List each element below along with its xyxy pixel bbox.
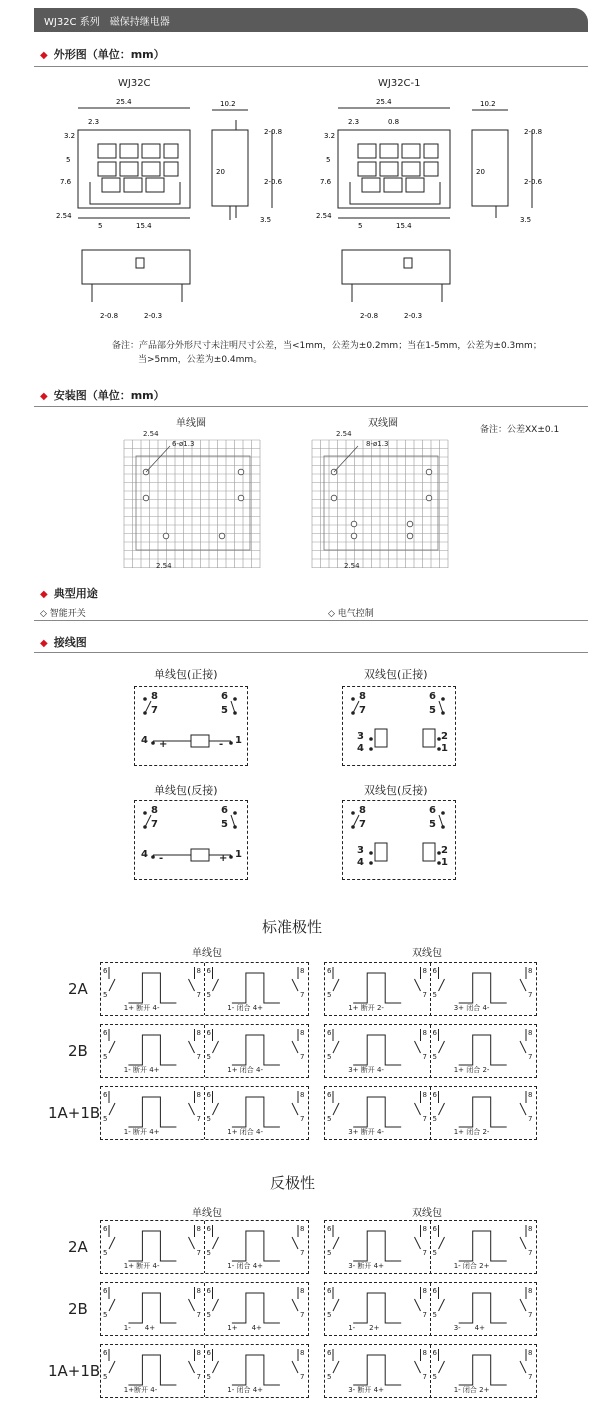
svg-text:2.3: 2.3 <box>348 118 360 126</box>
polarity-pin: 7 <box>528 1249 533 1257</box>
svg-text:2-0.6: 2-0.6 <box>264 178 283 186</box>
pcb-hole <box>407 521 413 527</box>
polarity-pin: 5 <box>103 1053 108 1061</box>
pin-label: 5 <box>429 705 436 716</box>
polarity-pin: 7 <box>528 1053 533 1061</box>
polarity-pin: 7 <box>422 1115 427 1123</box>
pin-label: 7 <box>151 819 158 830</box>
wiring-single-forward-title: 单线包(正接) <box>154 668 218 681</box>
polarity-cell-label: 3+ 断开 4- <box>348 1066 384 1074</box>
polarity-cell-label: 1+ 闭合 2- <box>453 1066 490 1074</box>
install-tolerance: 备注：公差XX±0.1 <box>480 425 560 435</box>
polarity-pin: 7 <box>196 1311 201 1319</box>
polarity-pin: 8 <box>196 1349 201 1357</box>
polarity-cell-label: 1- 闭合 2+ <box>453 1386 490 1394</box>
polarity-pin: 5 <box>206 1373 211 1381</box>
pin-label: 5 <box>429 819 436 830</box>
polarity-cell-label: 1- 闭合 2+ <box>453 1262 490 1270</box>
section-outline: ◆ 外形图（单位：mm） <box>40 48 165 61</box>
svg-text:2.54: 2.54 <box>56 212 72 220</box>
polarity-cell-group <box>324 1024 537 1078</box>
section-wiring: ◆ 接线图 <box>40 636 87 649</box>
polarity-pin: 5 <box>103 1249 108 1257</box>
polarity-pin: 7 <box>528 1311 533 1319</box>
polarity-cell-group <box>324 1220 537 1274</box>
polarity-pin: 7 <box>422 991 427 999</box>
polarity-pin: 7 <box>196 1115 201 1123</box>
standard-polarity-title: 标准极性 <box>262 918 323 936</box>
polarity-pin: 5 <box>206 1115 211 1123</box>
outline-drawing-left <box>40 90 340 330</box>
polarity-pin: 6 <box>432 1349 437 1357</box>
pin-label: 4 <box>357 743 364 754</box>
polarity-pin: 8 <box>528 1349 533 1357</box>
polarity-cell-label: 1+ 闭合 2- <box>453 1128 490 1136</box>
polarity-pin: 6 <box>103 1225 108 1233</box>
polarity-cell-group <box>324 1282 537 1336</box>
polarity-pin: 6 <box>103 1349 108 1357</box>
pcb-hole <box>219 533 225 539</box>
polarity-pin: 8 <box>300 967 305 975</box>
pin-label: 8 <box>151 805 158 816</box>
polarity-pin: 8 <box>422 1349 427 1357</box>
polarity-row-label: 2B <box>68 1300 88 1318</box>
polarity-pin: 7 <box>422 1373 427 1381</box>
pcb-hole <box>238 469 244 475</box>
polarity-pin: 6 <box>103 1029 108 1037</box>
pcb-hole <box>163 533 169 539</box>
polarity-cell-group <box>100 1086 309 1140</box>
polarity-pin: 8 <box>300 1349 305 1357</box>
pin-label: 7 <box>359 705 366 716</box>
polarity-cell-group <box>100 962 309 1016</box>
standard-single-label: 单线包 <box>192 948 222 959</box>
polarity-pin: 8 <box>528 1091 533 1099</box>
wiring-single-reverse-title: 单线包(反接) <box>154 784 218 797</box>
polarity-pin: 6 <box>103 967 108 975</box>
svg-text:2-0.8: 2-0.8 <box>100 312 119 320</box>
polarity-pin: 6 <box>432 1287 437 1295</box>
polarity-pin: 5 <box>327 1311 332 1319</box>
svg-text:3.2: 3.2 <box>324 132 336 140</box>
polarity-pin: 8 <box>300 1029 305 1037</box>
polarity-pin: 7 <box>528 1115 533 1123</box>
polarity-cell-label: 3- 断开 4+ <box>348 1386 384 1394</box>
polarity-cell-label: 1- 闭合 4+ <box>227 1262 264 1270</box>
section-usage: ◆ 典型用途 <box>40 587 98 600</box>
pcb-hole <box>238 495 244 501</box>
polarity-pin: 7 <box>300 1373 305 1381</box>
wiring-double-reverse-title: 双线包(反接) <box>364 784 428 797</box>
svg-text:7.6: 7.6 <box>320 178 332 186</box>
polarity-pin: 6 <box>206 1225 211 1233</box>
polarity-pin: 6 <box>206 967 211 975</box>
pin-label: 2 <box>441 731 448 742</box>
polarity-pin: 5 <box>327 991 332 999</box>
polarity-pin: 7 <box>422 1311 427 1319</box>
polarity-cell-label: 3+ 闭合 4- <box>453 1004 490 1012</box>
usage-item-2: ◇ 电气控制 <box>328 609 374 619</box>
polarity-pin: 5 <box>432 1311 437 1319</box>
polarity-pin: 7 <box>300 1115 305 1123</box>
polarity-pin: 6 <box>327 1287 332 1295</box>
pin-label: 3 <box>357 845 364 856</box>
polarity-pin: 8 <box>422 1029 427 1037</box>
pin-label: 8 <box>151 691 158 702</box>
usage-item-1: ◇ 智能开关 <box>40 609 86 619</box>
polarity-pin: 8 <box>196 1029 201 1037</box>
wiring-diagram-double-reverse <box>342 800 456 880</box>
svg-text:3.5: 3.5 <box>520 216 532 224</box>
polarity-pin: 7 <box>300 1311 305 1319</box>
polarity-row-label: 2A <box>68 980 88 998</box>
svg-text:25.4: 25.4 <box>376 98 392 106</box>
pcb-hole <box>426 495 432 501</box>
polarity-pin: 8 <box>196 967 201 975</box>
polarity-pin: 6 <box>206 1287 211 1295</box>
pin-label: 8 <box>359 691 366 702</box>
polarity-pin: 5 <box>432 1115 437 1123</box>
pin-label: 1 <box>235 735 242 746</box>
svg-text:10.2: 10.2 <box>480 100 496 108</box>
pin-label: 5 <box>221 705 228 716</box>
svg-text:15.4: 15.4 <box>136 222 152 230</box>
polarity-pin: 5 <box>432 1053 437 1061</box>
polarity-pin: 8 <box>196 1091 201 1099</box>
pin-label: 7 <box>359 819 366 830</box>
polarity-pin: 8 <box>300 1225 305 1233</box>
install-grid-left <box>118 428 278 578</box>
polarity-cell-label: 3+ 断开 4- <box>348 1128 384 1136</box>
polarity-pin: 5 <box>432 991 437 999</box>
pin-label: 6 <box>221 805 228 816</box>
polarity-pin: 5 <box>103 1311 108 1319</box>
polarity-pin: 7 <box>196 991 201 999</box>
polarity-pin: 6 <box>327 1091 332 1099</box>
pin-label: 3 <box>357 731 364 742</box>
polarity-pin: 6 <box>327 1349 332 1357</box>
polarity-pin: 6 <box>206 1091 211 1099</box>
install-grid-right <box>306 428 466 578</box>
polarity-pin: 6 <box>103 1287 108 1295</box>
polarity-pin: 5 <box>327 1373 332 1381</box>
svg-text:2.54: 2.54 <box>316 212 332 220</box>
svg-text:20: 20 <box>216 168 225 176</box>
divider <box>34 66 588 67</box>
dim-width: 25.4 <box>116 98 132 106</box>
polarity-cell-label: 1+ 断开 4- <box>123 1004 160 1012</box>
divider <box>34 406 588 407</box>
polarity-pin: 8 <box>422 967 427 975</box>
polarity-pin: 6 <box>327 1029 332 1037</box>
svg-text:0.8: 0.8 <box>388 118 400 126</box>
polarity-cell-label: 1+ 闭合 4- <box>227 1128 264 1136</box>
polarity-pin: 7 <box>422 1053 427 1061</box>
reverse-single-label: 单线包 <box>192 1208 222 1219</box>
polarity-pin: 7 <box>528 1373 533 1381</box>
polarity-cell-label: 1+断开 4- <box>123 1386 158 1394</box>
polarity-pin: 7 <box>300 1249 305 1257</box>
wiring-diagram-single-forward <box>134 686 248 766</box>
wiring-diagram-double-forward <box>342 686 456 766</box>
polarity-cell-label: 1+ 4+ <box>227 1324 262 1332</box>
polarity-cell-label: 1- 2+ <box>348 1324 380 1332</box>
polarity-pin: 6 <box>206 1349 211 1357</box>
polarity-pin: 8 <box>528 1225 533 1233</box>
svg-text:2-0.8: 2-0.8 <box>264 128 283 136</box>
polarity-cell-label: 1- 断开 4+ <box>123 1066 160 1074</box>
polarity-pin: 5 <box>206 1311 211 1319</box>
svg-text:20: 20 <box>476 168 485 176</box>
pin-label: 5 <box>221 819 228 830</box>
pcb-hole <box>426 469 432 475</box>
polarity-pin: 6 <box>206 1029 211 1037</box>
svg-text:5: 5 <box>358 222 363 230</box>
polarity-cell-label: 3- 4+ <box>453 1324 486 1332</box>
svg-text:5: 5 <box>66 156 71 164</box>
pin-label: 2 <box>441 845 448 856</box>
polarity-pin: 5 <box>206 991 211 999</box>
polarity-pin: 6 <box>432 967 437 975</box>
polarity-cell-group <box>100 1024 309 1078</box>
pin-label: 1 <box>441 857 448 868</box>
polarity-cell-label: 1- 闭合 4+ <box>227 1004 264 1012</box>
pcb-hole <box>351 533 357 539</box>
polarity-pin: 7 <box>528 991 533 999</box>
pin-label: 4 <box>141 735 148 746</box>
polarity-pin: 7 <box>196 1249 201 1257</box>
polarity-pin: 8 <box>528 1029 533 1037</box>
reverse-double-label: 双线包 <box>412 1208 442 1219</box>
polarity-cell-group <box>100 1220 309 1274</box>
svg-text:3.5: 3.5 <box>260 216 272 224</box>
polarity-pin: 5 <box>327 1249 332 1257</box>
pin-label: 6 <box>429 805 436 816</box>
polarity-cell-group <box>324 1344 537 1398</box>
polarity-pin: 5 <box>327 1053 332 1061</box>
page-header <box>34 8 588 32</box>
wiring-diagram-single-reverse <box>134 800 248 880</box>
polarity-pin: 8 <box>422 1091 427 1099</box>
header-title: WJ32C 系列 磁保持继电器 <box>44 17 170 28</box>
polarity-pin: 8 <box>300 1287 305 1295</box>
polarity-pin: 5 <box>206 1249 211 1257</box>
polarity-row-label: 1A+1B <box>48 1362 101 1380</box>
svg-text:5: 5 <box>98 222 103 230</box>
polarity-pin: 6 <box>103 1091 108 1099</box>
polarity-pin: 7 <box>300 1053 305 1061</box>
polarity-pin: 8 <box>528 967 533 975</box>
polarity-pin: 7 <box>196 1053 201 1061</box>
polarity-pin: 8 <box>422 1287 427 1295</box>
polarity-pin: 6 <box>327 1225 332 1233</box>
svg-text:2-0.8: 2-0.8 <box>524 128 543 136</box>
pcb-hole <box>331 495 337 501</box>
polarity-pin: 5 <box>432 1249 437 1257</box>
pin-label: 6 <box>429 691 436 702</box>
pcb-hole <box>351 521 357 527</box>
wiring-double-forward-title: 双线包(正接) <box>364 668 428 681</box>
polarity-pin: 7 <box>196 1373 201 1381</box>
polarity-pin: 8 <box>300 1091 305 1099</box>
divider <box>34 652 588 653</box>
polarity-cell-group <box>324 1086 537 1140</box>
install-left-title: 单线圈 <box>176 418 206 429</box>
polarity-pin: 5 <box>103 1115 108 1123</box>
polarity-cell-group <box>324 962 537 1016</box>
polarity-pin: 6 <box>432 1029 437 1037</box>
svg-text:2-0.6: 2-0.6 <box>524 178 543 186</box>
divider <box>34 620 588 621</box>
polarity-pin: 6 <box>432 1091 437 1099</box>
pin-label: 6 <box>221 691 228 702</box>
pin-label: 7 <box>151 705 158 716</box>
svg-text:3.2: 3.2 <box>64 132 76 140</box>
pin-label: - <box>219 739 224 750</box>
pin-label: 8 <box>359 805 366 816</box>
pin-label: 4 <box>141 849 148 860</box>
polarity-pin: 8 <box>196 1287 201 1295</box>
polarity-row-label: 2A <box>68 1238 88 1256</box>
polarity-cell-label: 1+ 断开 4- <box>123 1262 160 1270</box>
polarity-pin: 8 <box>196 1225 201 1233</box>
polarity-cell-label: 1- 断开 4+ <box>123 1128 160 1136</box>
install-right-title: 双线圈 <box>368 418 398 429</box>
outline-left-title: WJ32C <box>118 78 151 89</box>
svg-text:2-0.8: 2-0.8 <box>360 312 379 320</box>
polarity-cell-group <box>100 1344 309 1398</box>
polarity-pin: 8 <box>528 1287 533 1295</box>
svg-text:2-0.3: 2-0.3 <box>404 312 423 320</box>
polarity-cell-label: 1- 4+ <box>123 1324 156 1332</box>
polarity-pin: 5 <box>103 991 108 999</box>
polarity-pin: 6 <box>432 1225 437 1233</box>
pin-label: - <box>159 853 164 864</box>
outline-note-2: 当>5mm，公差为±0.4mm。 <box>138 355 263 365</box>
svg-text:5: 5 <box>326 156 331 164</box>
reverse-polarity-title: 反极性 <box>270 1174 316 1192</box>
outline-note-1: 备注：产品部分外形尺寸未注明尺寸公差，当<1mm，公差为±0.2mm；当在1-5mm，公差为±0.3mm； <box>112 341 542 351</box>
polarity-pin: 8 <box>422 1225 427 1233</box>
svg-text:2.3: 2.3 <box>88 118 100 126</box>
pcb-hole <box>143 495 149 501</box>
polarity-pin: 5 <box>206 1053 211 1061</box>
outline-right-title: WJ32C-1 <box>378 78 421 89</box>
polarity-cell-group <box>100 1282 309 1336</box>
polarity-pin: 7 <box>422 1249 427 1257</box>
svg-text:10.2: 10.2 <box>220 100 236 108</box>
svg-text:2-0.3: 2-0.3 <box>144 312 163 320</box>
polarity-row-label: 1A+1B <box>48 1104 101 1122</box>
polarity-cell-label: 3- 断开 4+ <box>348 1262 384 1270</box>
polarity-row-label: 2B <box>68 1042 88 1060</box>
pin-label: 4 <box>357 857 364 868</box>
svg-text:7.6: 7.6 <box>60 178 72 186</box>
pin-label: 1 <box>441 743 448 754</box>
standard-double-label: 双线包 <box>412 948 442 959</box>
polarity-pin: 5 <box>327 1115 332 1123</box>
polarity-cell-label: 1+ 闭合 4- <box>227 1066 264 1074</box>
polarity-pin: 6 <box>327 967 332 975</box>
section-install: ◆ 安装图（单位：mm） <box>40 389 165 402</box>
polarity-cell-label: 1- 闭合 4+ <box>227 1386 264 1394</box>
pin-label: + <box>159 739 168 750</box>
pin-label: + <box>219 853 228 864</box>
polarity-cell-label: 1+ 断开 2- <box>348 1004 384 1012</box>
svg-text:15.4: 15.4 <box>396 222 412 230</box>
pin-label: 1 <box>235 849 242 860</box>
polarity-pin: 5 <box>432 1373 437 1381</box>
pcb-hole <box>407 533 413 539</box>
polarity-pin: 7 <box>300 991 305 999</box>
outline-drawing-right <box>300 90 560 330</box>
polarity-pin: 5 <box>103 1373 108 1381</box>
